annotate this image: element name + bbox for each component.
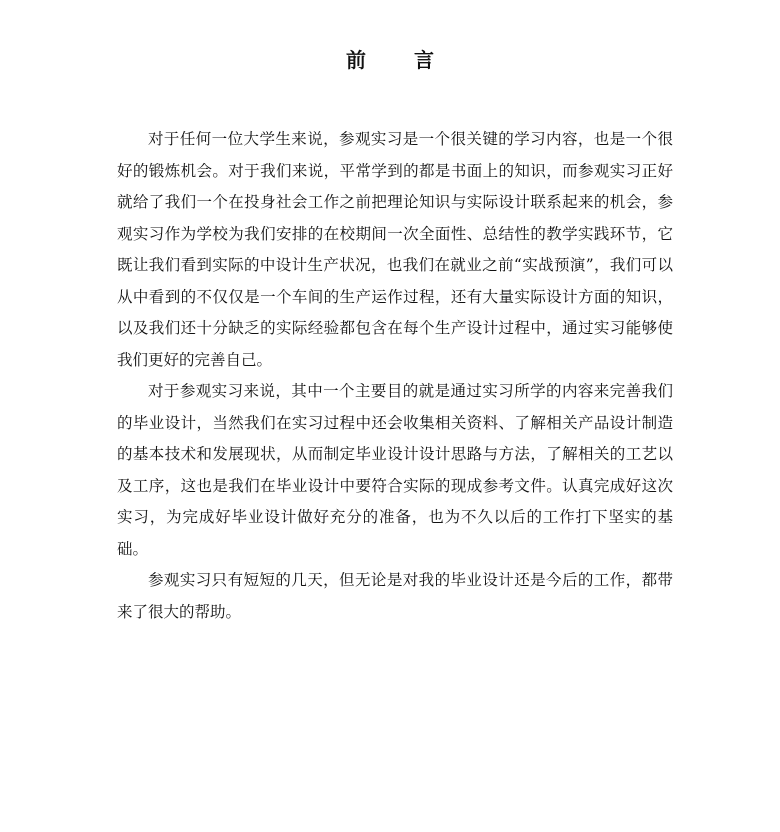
paragraph-1: 对于任何一位大学生来说，参观实习是一个很关键的学习内容，也是一个很好的锻炼机会。对于我们来说，平常学到的都是书面上的知识，而参观实习正好就给了我们一个在投身社会工作之前把理论知识与实际设计联系起来的机会，参观实习作为学校为我们安排的在校期间一次全面性、总结性的教学实践环节，它既让我们看到实际的中设计生产状况，也我们在就业之前“实战预演”，我们可以从中看到的不仅仅是一个车间的生产运作过程，还有大量实际设计方面的知识，以及我们还十分缺乏的实际经验都包含在每个生产设计过程中，通过实习能够使我们更好的完善自己。	[117, 130, 673, 369]
page-title: 前言	[346, 48, 482, 72]
body-text	[117, 124, 673, 628]
paragraph-2: 对于参观实习来说，其中一个主要目的就是通过实习所学的内容来完善我们的毕业设计，当然我们在实习过程中还会收集相关资料、了解相关产品设计制造的基本技术和发展现状，从而制定毕业设计设计思路与方法，了解相关的工艺以及工序，这也是我们在毕业设计中要符合实际的现成参考文件。认真完成好这次实习，为完成好毕业设计做好充分的准备，也为不久以后的工作打下坚实的基础。	[117, 382, 673, 558]
paragraph-3: 参观实习只有短短的几天，但无论是对我的毕业设计还是今后的工作，都带来了很大的帮助。	[117, 571, 673, 621]
